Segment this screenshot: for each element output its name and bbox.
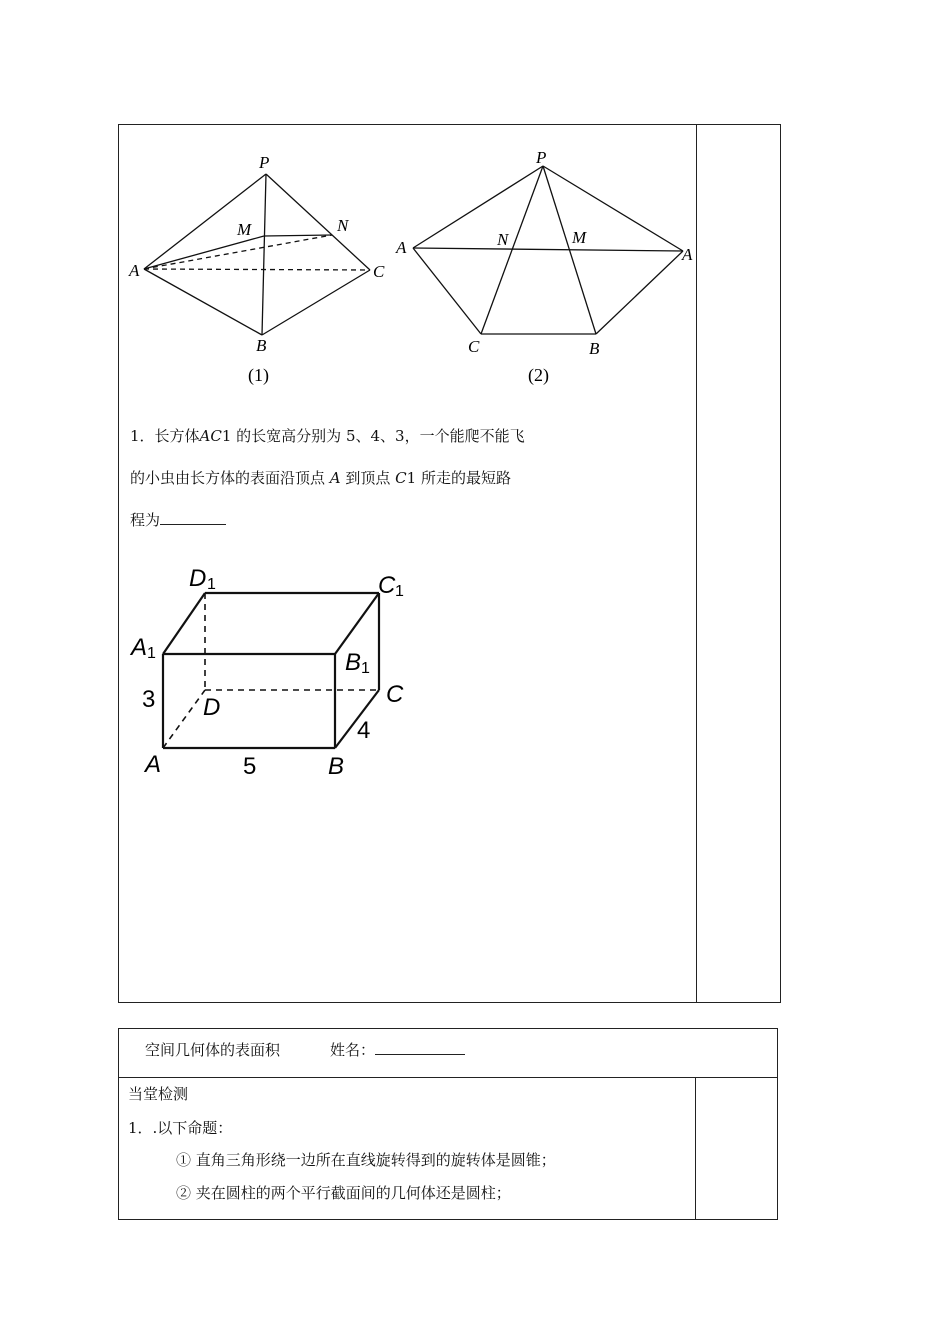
label-c: C [373, 262, 385, 281]
label-m: M [572, 228, 587, 247]
label-m: M [237, 220, 252, 239]
figure-1-caption: (1) [248, 365, 269, 385]
q2-var-c: C [395, 469, 407, 487]
section-heading: 当堂检测 [128, 1085, 189, 1103]
label-n: N [337, 216, 349, 235]
edge-pc [481, 166, 543, 334]
label-p: P [259, 153, 270, 172]
label-c1-sub: 1 [395, 583, 404, 600]
title-text: 空间几何体的表面积 [145, 1041, 281, 1059]
edge-a1-d1 [163, 593, 205, 654]
label-d1-sub: 1 [207, 576, 216, 593]
label-d: D [203, 694, 221, 721]
edge-an-dashed [144, 235, 332, 269]
name-label: 姓名： [330, 1041, 376, 1059]
label-b1-sub: 1 [361, 660, 370, 677]
label-length: 5 [243, 753, 257, 780]
edge-pa-right [543, 166, 683, 251]
edge-am [144, 236, 264, 269]
label-c: C [386, 681, 404, 708]
answer-blank[interactable] [160, 510, 226, 525]
label-c: C [468, 337, 480, 356]
edge-b1-c1 [335, 593, 379, 654]
name-field [330, 1040, 465, 1060]
cuboid-figure [125, 560, 425, 785]
label-height: 3 [142, 686, 156, 713]
label-a-left: A [396, 238, 407, 257]
edge-ab [144, 269, 262, 335]
q1-rest: 1 的长宽高分别为 5、4、3，一个能爬不能飞 [221, 427, 525, 445]
proposition-1: ① 直角三角形绕一边所在直线旋转得到的旋转体是圆锥； [176, 1151, 556, 1169]
q1-var-ac: AC [199, 427, 222, 445]
figure-2-net [390, 145, 710, 390]
q2-prefix: 的小虫由长方体的表面沿顶点 [130, 469, 330, 487]
q2-mid: 到顶点 [340, 469, 396, 487]
label-a: A [129, 261, 140, 280]
question-line-3 [130, 510, 226, 530]
label-a: A [145, 751, 162, 778]
question-line-1 [130, 426, 525, 446]
lower-table-row-divider [118, 1077, 778, 1078]
name-blank[interactable] [375, 1040, 465, 1055]
edge-ac-dashed [144, 269, 370, 270]
label-b: B [328, 753, 345, 780]
edge-pa-left [413, 166, 543, 248]
figure-1-pyramid [125, 150, 395, 390]
q2-rest: 1 所走的最短路 [406, 469, 511, 487]
label-a1: A [131, 634, 148, 661]
question-line-2 [130, 468, 511, 488]
label-b1: B [345, 649, 362, 676]
label-a1-sub: 1 [147, 645, 156, 662]
edge-ac [413, 248, 481, 334]
q3-text: 程为 [130, 511, 161, 529]
edge-pb [262, 174, 266, 335]
edge-mn [264, 235, 332, 236]
edge-aa [413, 248, 683, 251]
edge-ba [596, 251, 683, 334]
label-p: P [536, 148, 547, 167]
label-b: B [256, 336, 267, 355]
label-n: N [497, 230, 509, 249]
lower-table-col-divider [695, 1077, 696, 1220]
question-intro: 1．.以下命题： [128, 1119, 233, 1137]
worksheet-title [145, 1040, 280, 1060]
edge-pc [266, 174, 370, 270]
q1-prefix: 1．长方体 [130, 427, 200, 445]
edge-bc [262, 270, 370, 335]
proposition-2: ② 夹在圆柱的两个平行截面间的几何体还是圆柱； [176, 1184, 511, 1202]
label-c1: C [378, 572, 396, 599]
label-d1: D [189, 565, 207, 592]
edge-a-d-dashed [163, 690, 205, 748]
label-width: 4 [357, 717, 371, 744]
q2-var-a: A [329, 469, 341, 487]
label-a-right: A [682, 245, 693, 264]
label-b: B [589, 339, 600, 358]
figure-2-caption: (2) [528, 365, 549, 385]
